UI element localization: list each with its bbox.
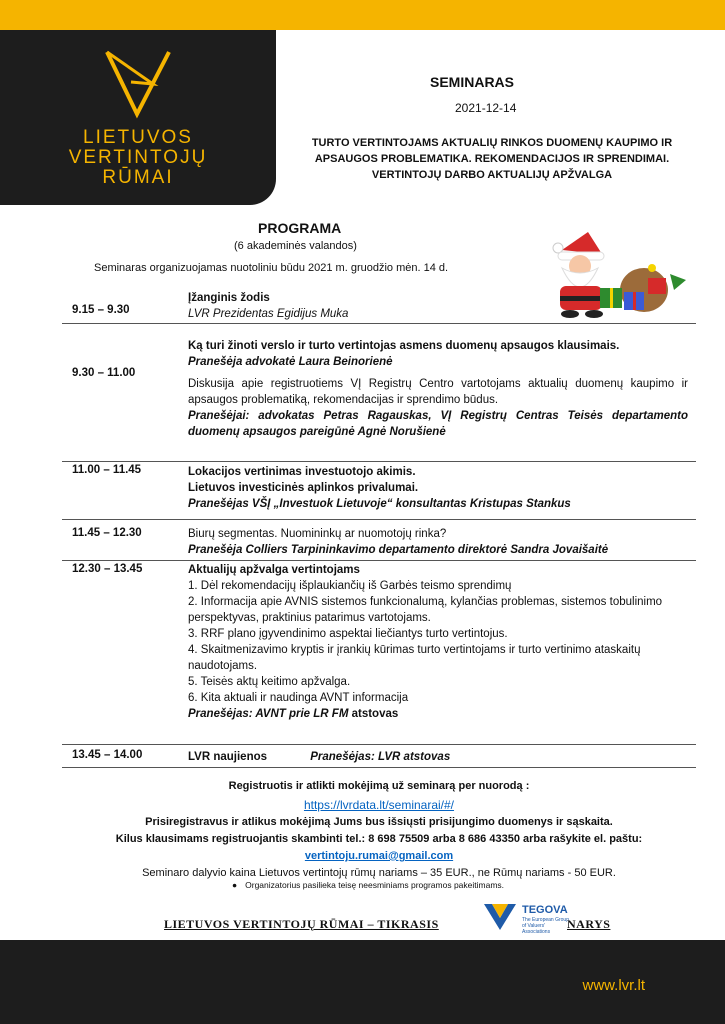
program-subtitle: (6 akademinės valandos) bbox=[234, 240, 357, 252]
schedule-speaker: Pranešėjas: LVR atstovas bbox=[310, 751, 451, 763]
seminar-topic bbox=[292, 135, 692, 183]
schedule-title: Ką turi žinoti verslo ir turto vertintojas asmens duomenų apsaugos klausimais. bbox=[188, 340, 620, 352]
list-item: 1. Dėl rekomendacijų išplaukiančių iš Garbės teismo sprendimų bbox=[188, 580, 512, 592]
schedule-body bbox=[188, 526, 688, 558]
program-title: PROGRAMA bbox=[258, 220, 342, 236]
note-text: Organizatorius pasilieka teisę neesminiams programos pakeitimams. bbox=[245, 880, 505, 890]
registration-line: Kilus klausimams registruojantis skambinti tel.: 8 698 75509 arba 8 686 43350 arba rašykite el. paštu: bbox=[115, 833, 643, 845]
website-link[interactable]: www.lvr.lt bbox=[582, 977, 645, 994]
schedule-body bbox=[188, 290, 688, 322]
logo-panel bbox=[0, 30, 276, 205]
schedule-discussion: Diskusija apie registruotiems VĮ Registrų Centro vartotojams aktualių duomenų kaupimo ir apsaugos problematiką, rekomendacijas ir sprendimo būdus. bbox=[188, 378, 688, 406]
schedule-time: 13.45 – 14.00 bbox=[72, 749, 143, 761]
schedule-row bbox=[62, 560, 696, 745]
list-item: 5. Teisės aktų keitimo apžvalga. bbox=[188, 676, 351, 688]
schedule-title: Įžanginis žodis bbox=[188, 292, 270, 304]
topic-line: VERTINTOJŲ DARBO AKTUALIJŲ APŽVALGA bbox=[371, 169, 613, 181]
schedule-speakers-2: Pranešėjai: advokatas Petras Ragauskas, VĮ Registrų Centras Teisės departamento duomenų apsaugos pareigūnė Agnė Norušienė bbox=[188, 410, 688, 438]
registration-info bbox=[62, 778, 696, 882]
logo-line: LIETUVOS bbox=[83, 127, 193, 148]
email-link[interactable]: vertintoju.rumai@gmail.com bbox=[304, 850, 454, 862]
tegova-name: TEGOVA bbox=[522, 904, 568, 916]
bullet-icon: ● bbox=[232, 880, 238, 890]
list-item: 3. RRF plano įgyvendinimo aspektai liečiantys turto vertintojus. bbox=[188, 628, 508, 640]
schedule-time: 12.30 – 13.45 bbox=[72, 563, 143, 575]
registration-line: Registruotis ir atlikti mokėjimą už seminarą per nuorodą : bbox=[228, 780, 530, 792]
topic-line: APSAUGOS PROBLEMATIKA. REKOMENDACIJOS IR SPRENDIMAI. bbox=[314, 153, 670, 165]
schedule-speaker: Pranešėja advokatė Laura Beinorienė bbox=[188, 356, 393, 368]
top-accent-bar bbox=[0, 0, 725, 30]
schedule-body bbox=[188, 562, 688, 722]
seminar-date: 2021-12-14 bbox=[455, 101, 517, 115]
program-remote-note: Seminaras organizuojamas nuotoliniu būdu 2021 m. gruodžio mėn. 14 d. bbox=[94, 262, 449, 274]
schedule-row bbox=[62, 335, 696, 462]
membership-text: LIETUVOS VERTINTOJŲ RŪMAI – TIKRASIS bbox=[164, 917, 439, 931]
schedule-title: Aktualijų apžvalga vertintojams bbox=[188, 564, 360, 576]
registration-line: Prisiregistravus ir atlikus mokėjimą Jums bus išsiųsti prisijungimo duomenys ir sąskaita. bbox=[145, 816, 613, 828]
seminar-heading: SEMINARAS bbox=[430, 74, 515, 90]
tegova-logo-icon bbox=[482, 902, 518, 932]
logo-line: VERTINTOJŲ bbox=[68, 147, 208, 168]
schedule-title: LVR naujienos bbox=[188, 751, 268, 763]
schedule-title-2: Lietuvos investicinės aplinkos privalumai. bbox=[188, 482, 419, 494]
schedule-title: Biurų segmentas. Nuomininkų ar nuomotojų rinka? bbox=[188, 528, 447, 540]
list-item: 6. Kita aktuali ir naudinga AVNT informacija bbox=[188, 692, 409, 704]
schedule-time: 9.15 – 9.30 bbox=[72, 304, 130, 316]
schedule-time: 11.00 – 11.45 bbox=[72, 464, 142, 476]
tegova-subtitle: The European Group of Valuers' Associations bbox=[522, 917, 569, 935]
schedule-speaker: LVR Prezidentas Egidijus Muka bbox=[188, 308, 349, 320]
schedule-time: 11.45 – 12.30 bbox=[72, 527, 142, 539]
schedule-body bbox=[188, 338, 688, 440]
logo-wordmark bbox=[0, 128, 276, 188]
schedule-row bbox=[62, 524, 696, 561]
topic-line: TURTO VERTINTOJAMS AKTUALIŲ RINKOS DUOMENŲ KAUPIMO IR bbox=[311, 137, 673, 149]
schedule-body bbox=[188, 464, 688, 512]
schedule-row bbox=[62, 287, 696, 324]
membership-end: NARYS bbox=[567, 917, 611, 931]
schedule-speaker: Pranešėja Colliers Tarpininkavimo departamento direktorė Sandra Jovaišaitė bbox=[188, 544, 609, 556]
price-line: Seminaro dalyvio kaina Lietuvos vertintojų rūmų nariams – 35 EUR., ne Rūmų nariams - 50 EUR. bbox=[142, 867, 616, 879]
organizer-note bbox=[232, 880, 504, 890]
schedule-speaker-tail: atstovas bbox=[351, 708, 399, 720]
schedule-speaker: Pranešėjas VŠĮ „Investuok Lietuvoje“ konsultantas Kristupas Stankus bbox=[188, 498, 571, 510]
lvr-logo-icon bbox=[103, 44, 173, 124]
schedule-row bbox=[62, 461, 696, 520]
list-item: 4. Skaitmenizavimo kryptis ir įrankių kūrimas turto vertintojams ir turto vertinimo ataskaitų naudotojams. bbox=[188, 644, 641, 672]
schedule-row bbox=[62, 747, 696, 768]
schedule-time: 9.30 – 11.00 bbox=[72, 367, 136, 379]
list-item: 2. Informacija apie AVNIS sistemos funkcionalumą, kylančias problemas, sistemos tobulinimo perspektyvas, praktinius patarimus vartotojams. bbox=[188, 596, 663, 624]
registration-link[interactable]: https://lvrdata.lt/seminarai/#/ bbox=[303, 798, 455, 812]
logo-line: RŪMAI bbox=[102, 167, 174, 188]
schedule-body bbox=[188, 749, 688, 765]
schedule-title: Lokacijos vertinimas investuotojo akimis. bbox=[188, 466, 416, 478]
schedule-speaker: Pranešėjas: AVNT prie LR FM bbox=[188, 708, 349, 720]
